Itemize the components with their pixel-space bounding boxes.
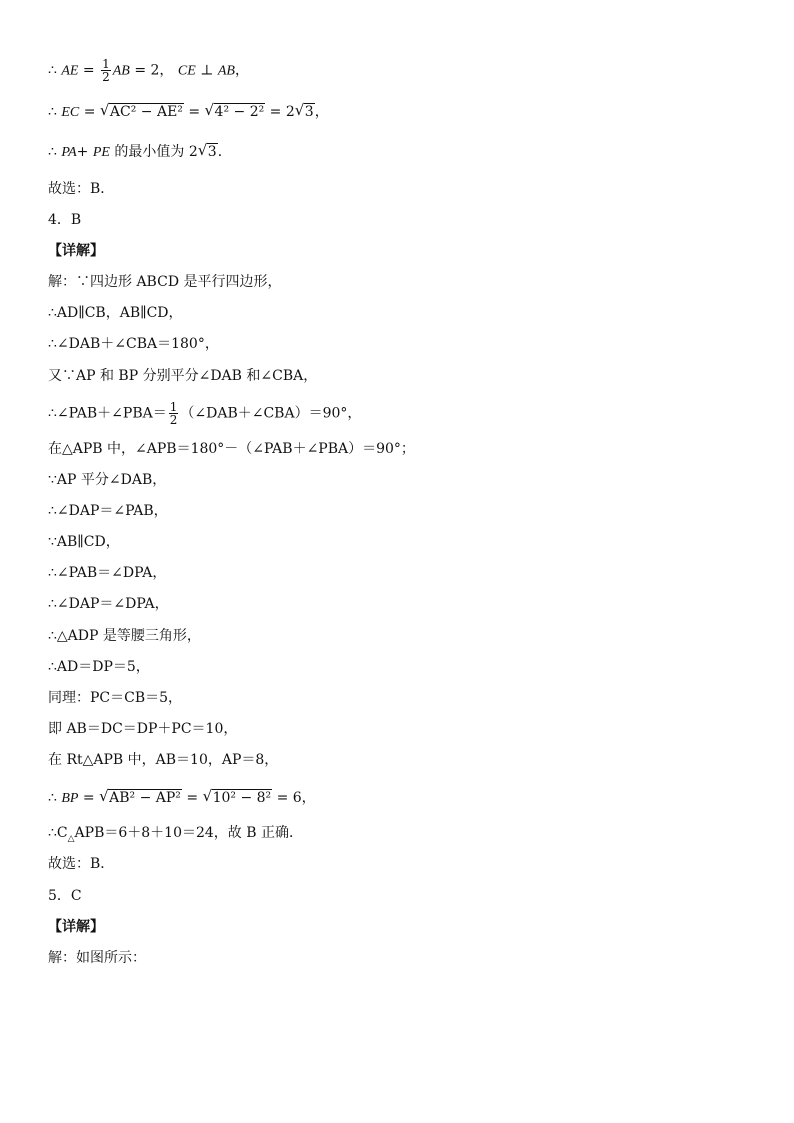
fraction-half: $\frac{1}{2}$: [169, 400, 178, 427]
solution-line: ∴AD＝DP＝5，: [48, 659, 150, 675]
equation-ae: ∴ AE = $\frac{1}{2}$ AB = 2， CE ⊥ AB，: [48, 57, 249, 84]
equation-ec: ∴ EC = √ AC² − AE² = √ 4² − 2² = 2√ 3，: [48, 102, 329, 123]
answer-line: 故选：B．: [48, 181, 115, 197]
solution-line-fraction: ∴∠PAB＋∠PBA＝ $\frac{1}{2}$ （∠DAB＋∠CBA）＝90°，: [48, 400, 362, 427]
question-5-number: 5．C: [48, 888, 82, 904]
solution-line: ∵AB∥CD，: [48, 534, 120, 550]
sqrt-three: √ 3: [295, 102, 315, 122]
answer-line: 故选：B．: [48, 856, 115, 872]
solution-line: ∴∠DAP＝∠DPA，: [48, 596, 169, 612]
perimeter-line: $\therefore C_\triangle APB=6+8+10=24$，故 B 正确．: [48, 825, 303, 844]
solution-line: ∴∠DAB＋∠CBA＝180°，: [48, 336, 219, 352]
detail-heading: 【详解】: [48, 243, 104, 259]
solution-line: 同理：PC＝CB＝5，: [48, 690, 183, 706]
solution-line: 又∵AP 和 BP 分别平分∠DAB 和∠CBA，: [48, 368, 318, 384]
solution-line: 在△APB 中，∠APB＝180°－（∠PAB＋∠PBA）＝90°；: [48, 441, 415, 457]
solution-line: 即 AB＝DC＝DP＋PC＝10，: [48, 721, 238, 737]
detail-heading: 【详解】: [48, 919, 104, 935]
solution-line: 在 Rt△APB 中，AB＝10，AP＝8，: [48, 752, 279, 768]
sqrt-expression: √ 4² − 2²: [205, 102, 266, 122]
sqrt-expression: √ AC² − AE²: [100, 102, 184, 122]
solution-line: ∴∠PAB＝∠DPA，: [48, 565, 167, 581]
min-value-line: ∴ PA+ PE 的最小值为 2√ 3．: [48, 142, 232, 163]
solution-line: ∵AP 平分∠DAB，: [48, 472, 167, 488]
solution-line: 解：∵四边形 ABCD 是平行四边形，: [48, 274, 282, 290]
question-4-number: 4．B: [48, 212, 82, 228]
fraction-half: $\frac{1}{2}$: [102, 57, 110, 84]
solution-line: ∴△ADP 是等腰三角形，: [48, 628, 201, 644]
equation-bp: ∴ BP = √ AB² − AP² = √ 10² − 8² = 6，: [48, 788, 316, 809]
var-ae: AE: [61, 63, 79, 79]
solution-line: 解：如图所示：: [48, 950, 146, 966]
solution-line: ∴∠DAP＝∠PAB，: [48, 503, 168, 519]
solution-line: ∴AD∥CB，AB∥CD，: [48, 305, 183, 321]
